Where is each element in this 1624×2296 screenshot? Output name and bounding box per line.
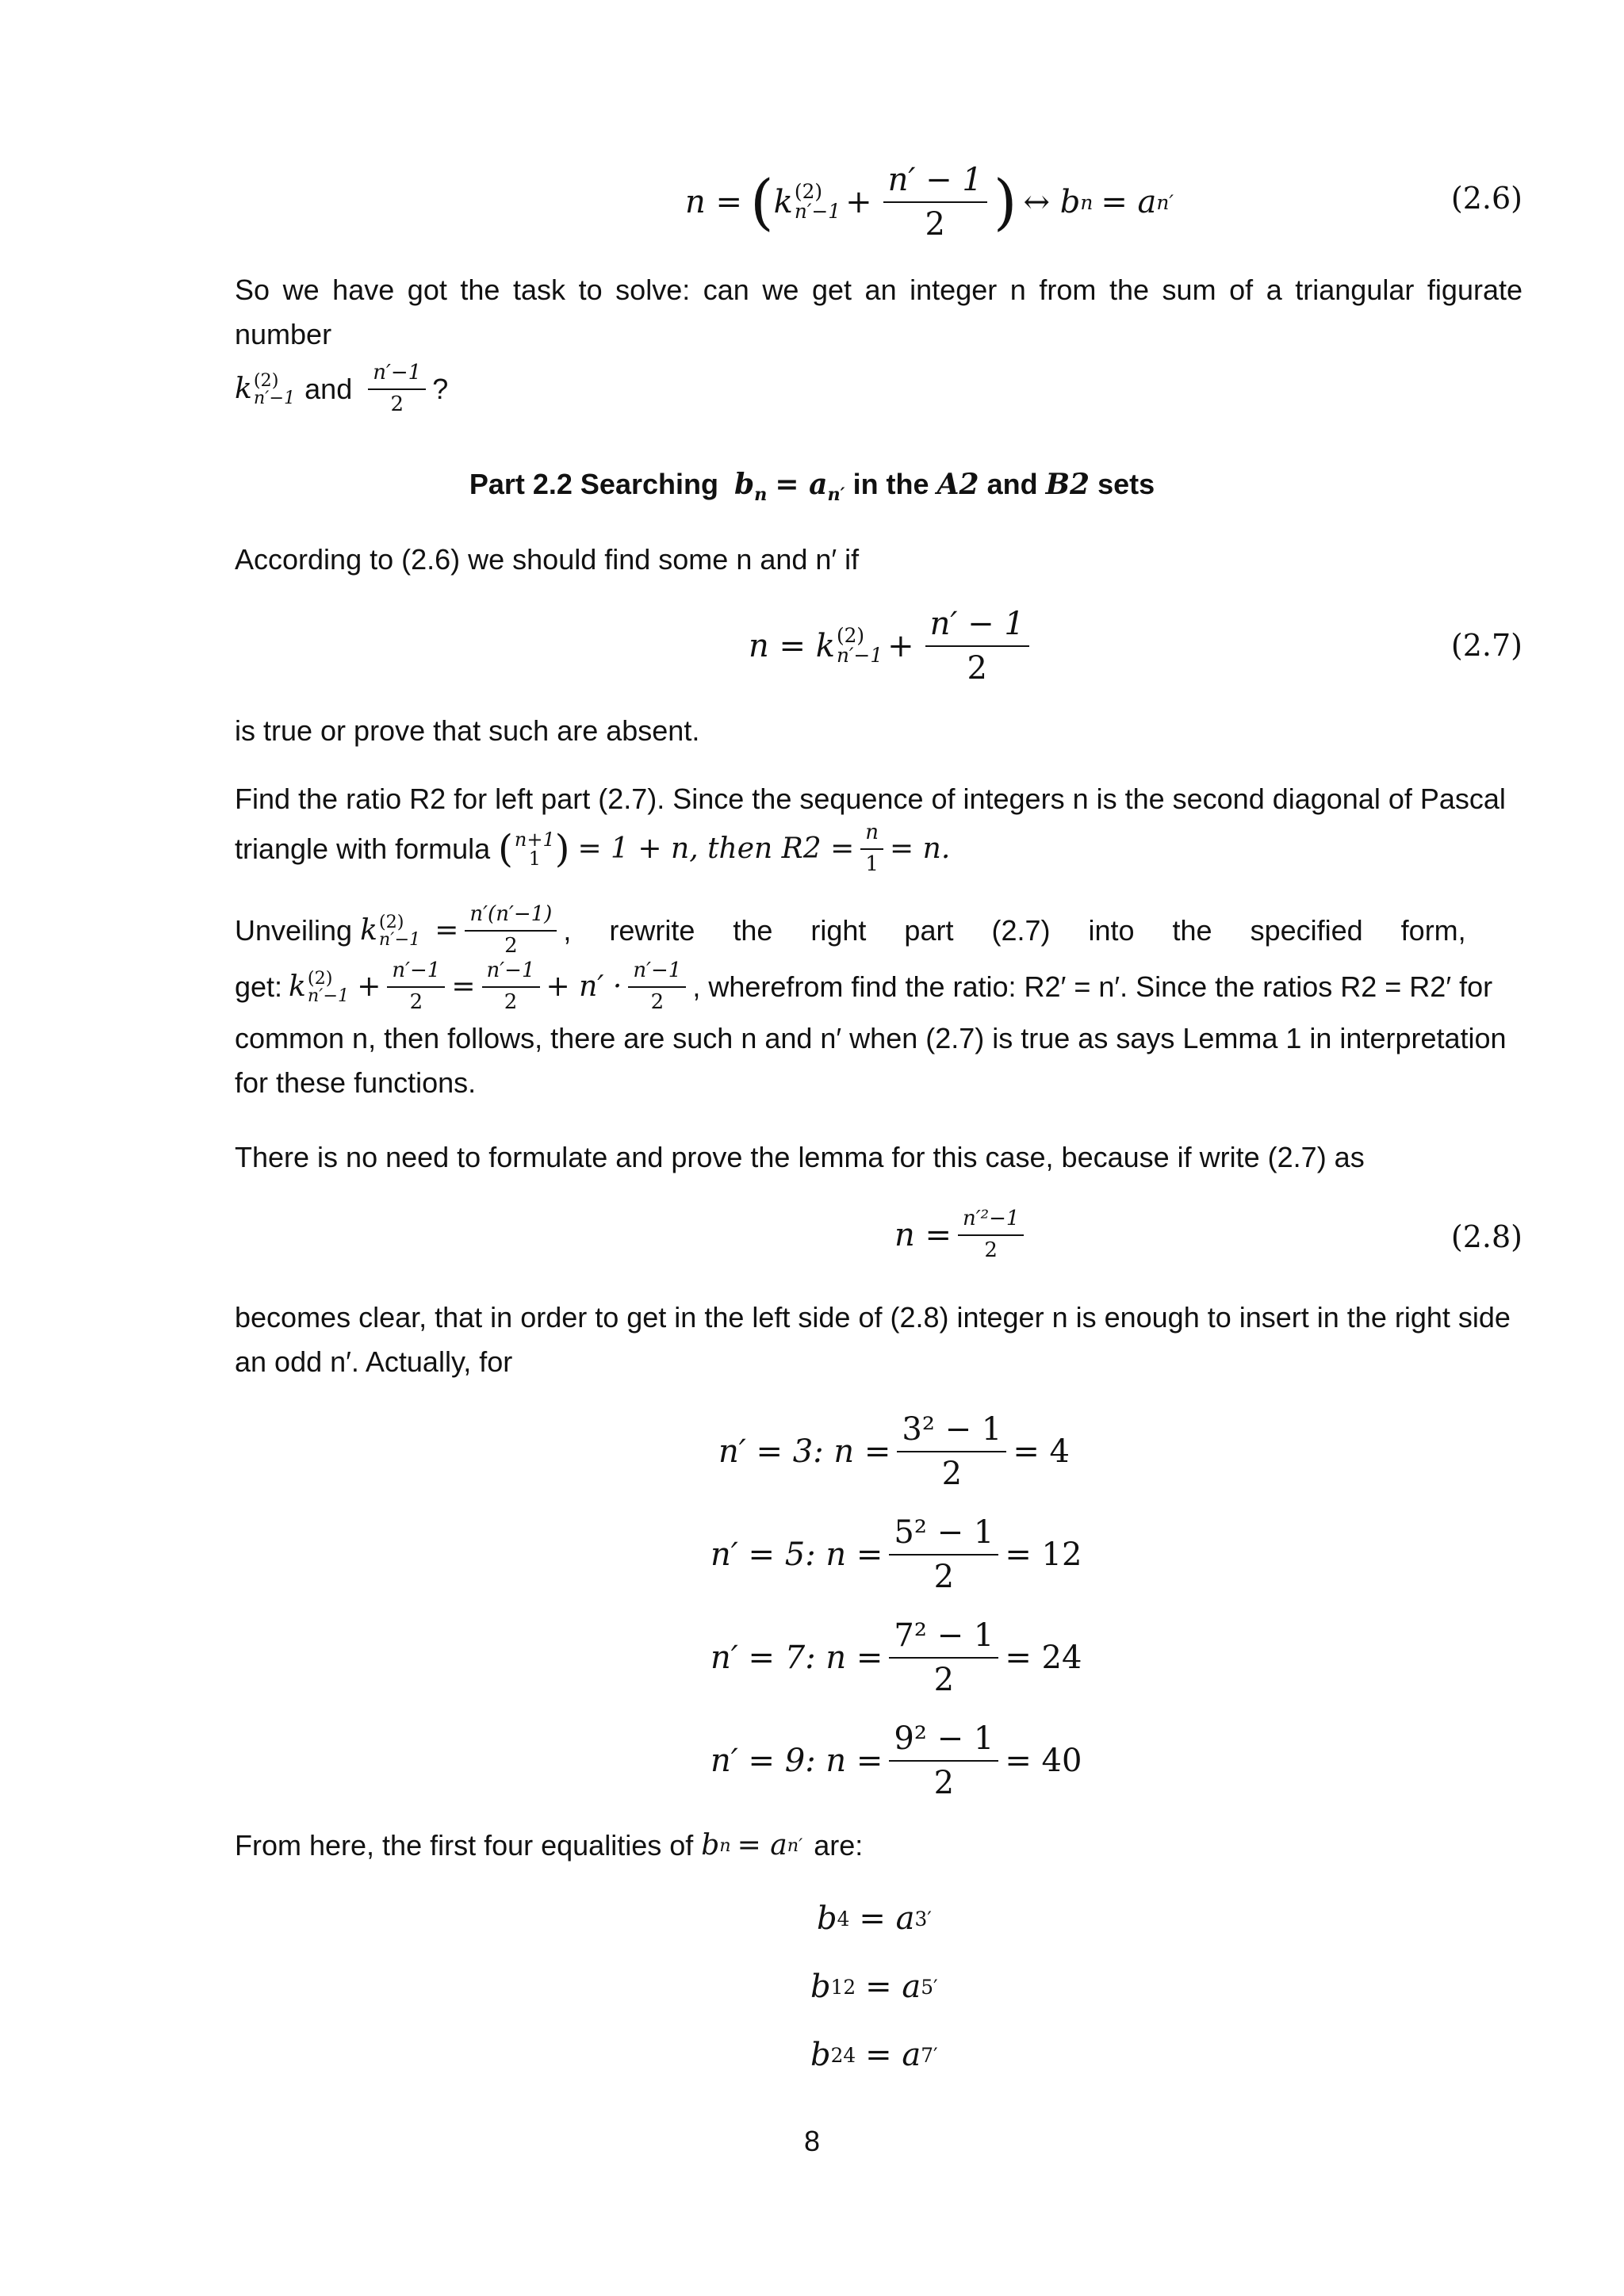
b-subscript: 4	[837, 1907, 850, 1931]
fraction-denominator: 2	[650, 990, 665, 1014]
example-lhs: n′ = 7: n =	[710, 1640, 883, 1676]
fraction-numerator: 3² − 1	[897, 1411, 1006, 1452]
paragraph-line: for these functions.	[235, 1066, 477, 1099]
fraction-numerator: n′−1	[628, 959, 686, 988]
fraction-numerator: n′ − 1	[883, 162, 987, 203]
plus-sign: +	[887, 628, 914, 664]
page-number: 8	[803, 2125, 821, 2157]
binomial	[515, 830, 555, 868]
k-symbol: k	[773, 184, 793, 220]
paragraph-text: are:	[814, 1829, 864, 1862]
paragraph-line: common n, then follows, there are such n and n′ when (2.7) is true as says Lemma 1 in interpretation	[235, 1022, 1507, 1054]
k-indices	[837, 626, 883, 666]
fraction-numerator: n′²−1	[958, 1207, 1024, 1236]
section-heading	[0, 468, 1624, 505]
k-superscript: (2)	[794, 180, 823, 204]
k-indices	[253, 369, 296, 408]
example-result: = 24	[1005, 1640, 1082, 1676]
right-paren: )	[993, 166, 1017, 237]
paragraph-line: Find the ratio R2 for left part (2.7). Since the sequence of integers n is the second diagonal of Pascal	[235, 783, 1506, 815]
paragraph-line: becomes clear, that in order to get in the left side of (2.8) integer n is enough to insert in the right side	[235, 1301, 1511, 1334]
plus-sign: +	[845, 184, 872, 220]
heading-equals-a: = a	[775, 468, 828, 501]
fraction	[628, 959, 686, 1015]
equation-2-8	[894, 1196, 1030, 1275]
fraction-numerator: n	[860, 821, 883, 850]
fraction-numerator: 7² − 1	[889, 1617, 998, 1659]
equals-a: = a	[737, 1829, 787, 1862]
eq-lhs: n = k	[749, 628, 835, 664]
k-subscript: n′−1	[794, 200, 841, 223]
k-indices	[307, 967, 350, 1006]
fraction	[368, 362, 426, 417]
fraction-denominator: 2	[933, 1559, 955, 1595]
equality-row	[810, 2031, 938, 2079]
b-subscript: n	[1080, 190, 1094, 214]
b-symbol: b	[701, 1829, 720, 1862]
fraction-denominator: 2	[933, 1765, 955, 1801]
equation-number-2-6: (2.6)	[1450, 181, 1522, 216]
eq-lhs: n =	[685, 184, 742, 220]
equation-number-2-8: (2.8)	[1450, 1219, 1522, 1254]
a-subscript: n′	[787, 1835, 803, 1856]
k-superscript: (2)	[253, 369, 279, 391]
fraction-numerator: 5² − 1	[889, 1514, 998, 1556]
fraction	[958, 1207, 1024, 1263]
equals-a: = a	[859, 1900, 915, 1937]
fraction	[925, 606, 1029, 687]
paragraph-true-or-prove: is true or prove that such are absent.	[235, 714, 700, 747]
fraction-denominator: 2	[390, 392, 404, 416]
k-symbol: k	[235, 372, 252, 405]
fraction-denominator: 2	[409, 990, 423, 1014]
eq-lhs: n =	[894, 1217, 952, 1253]
equation-number-2-7: (2.7)	[1450, 628, 1522, 663]
question-mark: ?	[432, 372, 449, 405]
a-subscript: 3′	[914, 1907, 932, 1931]
ratio-result: = n.	[890, 832, 951, 865]
b-symbol: b	[810, 1969, 831, 2005]
heading-b: b	[733, 468, 755, 501]
paragraph-from-here	[235, 1823, 1522, 1868]
fraction-denominator: 2	[984, 1238, 998, 1262]
k-indices	[795, 182, 841, 222]
example-fraction	[889, 1617, 998, 1698]
fraction-denominator: 2	[967, 650, 987, 687]
fraction-denominator: 2	[925, 206, 945, 243]
fraction-numerator: n′−1	[387, 959, 445, 988]
example-result: = 40	[1005, 1743, 1082, 1779]
example-fraction	[889, 1514, 998, 1595]
fraction-denominator: 1	[865, 851, 879, 876]
example-row	[718, 1408, 1070, 1495]
paragraph-task	[235, 268, 1522, 417]
get-word: get:	[235, 970, 283, 1003]
heading-a-sub: n′	[827, 484, 845, 505]
paragraph-unveiling: Unveiling k (2) n′−1 = $\frac{n'(n'-1)}{2}$ , rewrite the right part (2.7) into the specified form, get: k (2) n′−1 + $\frac{n'-1}{2}$ = $\frac{n'-1}{2}$ + n′ · $\frac{n'-1}{2}$ , wherefrom find the ratio: R2′ = n′. Since the ratios R2 = R2′ for common n, then follows, there are such n and n′ when (2.7) is true as says Lemma 1 in interpretation for these functions.	[235, 904, 1522, 1105]
heading-set-a2: A2	[936, 468, 979, 501]
fraction	[883, 162, 987, 243]
paragraph-line: an odd n′. Actually, for	[235, 1345, 513, 1378]
k-subscript: n′−1	[836, 644, 883, 667]
b-subscript: 24	[830, 2043, 856, 2067]
k-subscript: n′−1	[378, 929, 421, 950]
k-superscript: (2)	[307, 967, 333, 989]
fraction-numerator: n′(n′−1)	[465, 903, 557, 932]
k-symbol: k	[360, 914, 377, 947]
a-subscript: 5′	[921, 1975, 938, 1999]
paragraph-line-end: , rewrite the right part (2.7) into the specified form,	[563, 914, 1466, 947]
equation-2-6	[685, 159, 1174, 246]
k-subscript: n′−1	[253, 387, 296, 408]
paragraph-becomes-clear	[235, 1295, 1522, 1384]
paragraph-line-start: triangle with formula	[235, 832, 491, 865]
example-row	[710, 1511, 1082, 1598]
binomial-bottom: 1	[528, 847, 541, 870]
paragraph-ratio-r2	[235, 777, 1522, 877]
left-paren: (	[750, 166, 774, 237]
paragraph-line-end: , wherefrom find the ratio: R2′ = n′. Since the ratios R2 = R2′ for	[692, 970, 1493, 1003]
equals-a: = a	[865, 2037, 921, 2073]
heading-text: Part 2.2 Searching	[469, 468, 718, 500]
equals-a: = a	[1101, 184, 1157, 220]
paragraph-text: From here, the first four equalities of	[235, 1829, 694, 1862]
k-indices	[379, 913, 420, 949]
b-subscript: 12	[830, 1975, 856, 1999]
unveiling-word: Unveiling	[235, 914, 353, 947]
paragraph-line: So we have got the task to solve: can we get an integer n from the sum of a triangular figurate number	[235, 274, 1522, 350]
fraction-denominator: 2	[504, 990, 518, 1014]
heading-text: in the	[852, 468, 929, 500]
example-result: = 12	[1005, 1536, 1082, 1573]
heading-text: sets	[1097, 468, 1155, 500]
example-fraction	[889, 1720, 998, 1801]
fraction-denominator: 2	[941, 1456, 963, 1492]
plus-n-times: + n′ ·	[546, 970, 622, 1003]
binom-left-paren: (	[498, 826, 513, 871]
ratio-expression: = 1 + n, then R2 =	[577, 832, 855, 865]
paragraph-according: According to (2.6) we should find some n and n′ if	[235, 543, 860, 576]
arrow-b: ↔ b	[1023, 184, 1081, 220]
k-superscript: (2)	[836, 624, 865, 648]
example-lhs: n′ = 5: n =	[710, 1536, 883, 1573]
fraction	[482, 959, 540, 1015]
equals-a: = a	[865, 1969, 921, 2005]
heading-and: and	[986, 468, 1038, 500]
fraction-denominator: 2	[933, 1662, 955, 1698]
fraction-numerator: 9² − 1	[889, 1720, 998, 1762]
k-superscript: (2)	[378, 911, 404, 932]
fraction	[465, 903, 557, 959]
equation-2-7	[749, 603, 1036, 690]
a-subscript: 7′	[921, 2043, 938, 2067]
fraction-numerator: n′−1	[482, 959, 540, 988]
heading-b-sub: n	[754, 484, 768, 505]
b-symbol: b	[810, 2037, 831, 2073]
example-lhs: n′ = 3: n =	[718, 1433, 891, 1470]
example-row	[710, 1614, 1082, 1701]
fraction-numerator: n′−1	[368, 362, 426, 390]
binom-right-paren: )	[554, 826, 570, 871]
fraction-numerator: n′ − 1	[925, 606, 1029, 647]
example-row	[710, 1717, 1082, 1804]
k-subscript: n′−1	[307, 985, 350, 1006]
b-subscript: n	[719, 1835, 731, 1856]
equality-row	[817, 1895, 932, 1942]
and-word: and	[304, 372, 353, 405]
example-result: = 4	[1013, 1433, 1070, 1470]
a-subscript: n′	[1156, 190, 1174, 214]
b-symbol: b	[817, 1900, 837, 1937]
equality-row	[810, 1963, 938, 2011]
fraction-denominator: 2	[504, 934, 518, 958]
example-lhs: n′ = 9: n =	[710, 1743, 883, 1779]
binomial-top: n+1	[514, 828, 555, 851]
k-symbol: k	[289, 970, 306, 1003]
example-fraction	[897, 1411, 1006, 1492]
heading-set-b2: B2	[1045, 468, 1090, 501]
fraction	[387, 959, 445, 1015]
paragraph-no-need: There is no need to formulate and prove the lemma for this case, because if write (2.7) as	[235, 1141, 1365, 1173]
fraction	[860, 821, 883, 877]
equals-sign: =	[435, 914, 459, 947]
